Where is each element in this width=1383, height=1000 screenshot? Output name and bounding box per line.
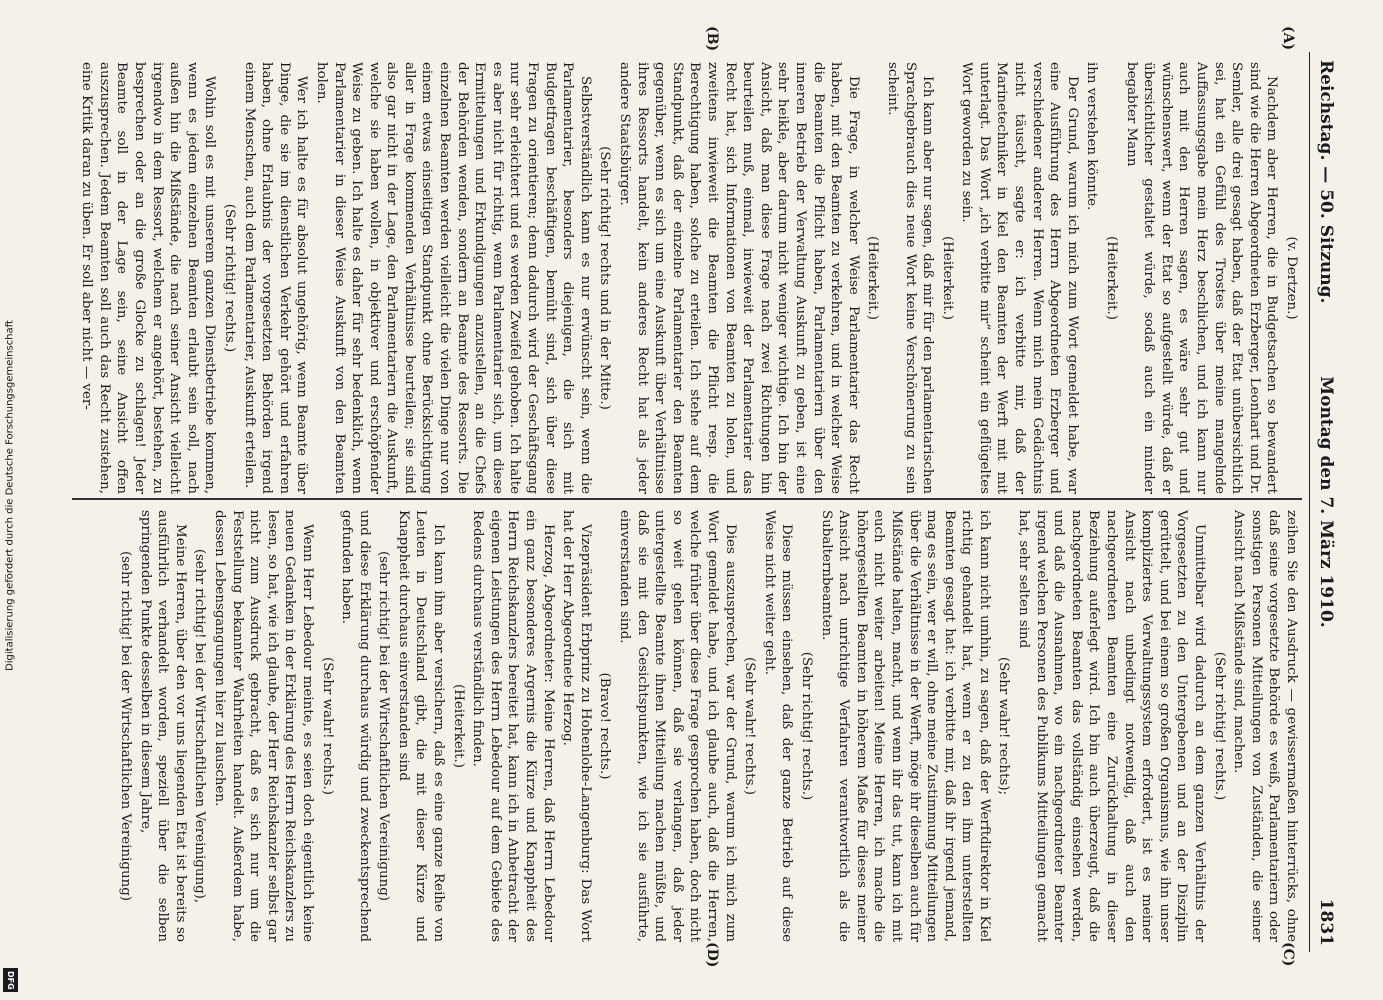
interjection: (Sehr richtig! rechts.)	[798, 651, 814, 801]
paragraph: Wohin soll es mit unserem ganzen Dienstbetriebe kommen, wenn es jedem einzelnen Beamten erlaubt sein soll, nach außen hin die Mißstände, die nach seiner Ansicht vielleicht irgendwo in dem Ressort, welchem er angehört, bestehen, zu besprechen oder an die große Glocke zu schlagen! Jeder Beamte soll in der Lage sein, seine Ansicht offen auszusprechen. Jedem Beamten soll auch das Recht zustehen, eine Kritik daran zu üben. Er soll aber nicht — ver-	[79, 62, 218, 494]
paragraph: Ich kann aber nur sagen, daß mir für den parlamentarischen Sprachgebrauch dies neue Wort keine Verschönerung zu sein scheint.	[884, 62, 936, 494]
interjection: (Sehr richtig! rechts und in der Mitte.)	[597, 146, 613, 410]
margin-mark-b: (B)	[704, 26, 720, 52]
interjection: (sehr richtig! bei der Wirtschaftlichen Vereinigung),	[192, 548, 208, 904]
paragraph: ich kann nicht umhin, zu sagen, daß der Werftdirektor in Kiel richtig gehandelt hat, wenn er zu den ihm unterstellten Beamten gesagt hat: ich verbitte mir, daß ihr irgend jemand, mag es sein, wer er will, ohne meine Zustimmung Mitteilungen über die Verhältnisse in der Werft, möge ihr dieselben auch für Mißstände halten, macht, und wenn ihr das tut, kann ich mit euch nicht weiter arbeiten! Meine Herren, ich mache die höhergestellten Beamten in höherem Maße für dieses meiner Ansicht nach unrichtige Verfahren verantwortlich als die Subalternbeamten.	[818, 510, 992, 942]
paragraph: Die Frage, in welcher Weise Parlamentarier das Recht haben, mit den Beamten zu verkehren, und in welcher Weise die Beamten die Pflicht haben, Parlamentariern über den inneren Betrieb der Verwaltung Auskunft zu geben, ist eine sehr heikle, aber darum nicht weniger wichtige. Ich bin der Ansicht, daß man diese Frage nach zwei Richtungen hin beurteilen muß, einmal, inwieweit der Parlamentarier das Recht hat, sich Informationen von Beamten zu holen, und zweitens inwieweit die Beamten die Pflicht resp. die Berechtigung haben, solche zu erteilen. Ich stehe auf dem Standpunkt, daß der einzelne Parlamentarier den Beamten gegenüber, wenn es sich um eine Auskunft über Verhältnisse ihres Ressorts handelt, kein anderes Recht hat als jeder andere Staatsbürger.	[617, 62, 861, 494]
dfg-logo: DFG	[3, 968, 18, 992]
paragraph: Vizepräsident Erbprinz zu Hohenlohe-Langenburg: Das Wort hat der Herr Abgeordnete Herzog.	[560, 510, 593, 942]
header-date: Montag den 7. März 1910.	[1316, 376, 1336, 628]
interjection: (Sehr wahr! rechts.)	[319, 657, 335, 795]
interjection: (Bravo! rechts.)	[597, 672, 613, 780]
paragraph: Dies auszusprechen, war der Grund, warum ich mich zum Wort gemeldet habe, und ich glaube auch, daß die Herren, welche früher über diese Frage gesprochen haben, doch nicht so weit gehen können, daß sie verlangen, daß jeder untergestellte Beamte ihnen Mitteilung machen müßte, und daß sie mit den Gesichtspunkten, wie ich sie ausführte, einverstanden sind.	[617, 510, 738, 942]
paragraph: Nachdem aber Herren, die in Budgetsachen so bewandert sind wie die Herren Abgeordneten Erzberger, Leonhart und Dr. Semler, alle drei gesagt haben, daß der Etat unübersichtlich sei, hat ein Gefühl des Trostes über meine mangelnde Auffassungsgabe mein Herz beschlichen, und ich kann nur auch mit den Herren sagen, es wäre sehr gut und wünschenswert, wenn der Etat so aufgestellt würde, daß er übersichtlicher gestaltet würde, sodaß auch ein minder begabter Mann	[1123, 62, 1280, 494]
margin-mark-a: (A)	[1280, 26, 1296, 51]
page-number: 1831	[1316, 898, 1336, 946]
column-divider	[72, 498, 1302, 500]
speaker-ref: (v. Dertzen.)	[1284, 236, 1299, 320]
paragraph: ihn verstehen könnte.	[1084, 62, 1100, 211]
interjection: (Sehr richtig! rechts.)	[221, 203, 237, 353]
paragraph: Selbstverständlich kann es nur erwünscht sein, wenn die Parlamentarier, besonders diejenigen, die sich mit Budgetfragen beschäftigen, bemüht sind, sich über diese Fragen zu orientieren; denn dadurch wird der Geschäftsgang nur sehr erleichtert und es werden Zweifel gehoben. Ich halte es aber nicht für richtig, wenn Parlamentarier sich, um diese Ermittelungen und Erkundigungen anzustellen, an die Chefs der Behörden wenden, sondern an Beamte des Ressorts. Die einzelnen Beamten werden vielleicht die vielen Dinge nur von einem etwas einseitigen Standpunkt ohne Berücksichtigung aller in Frage kommenden Verhältnisse beurteilen; sie sind also gar nicht in der Lage, den Parlamentariern die Auskunft, welche sie haben wollen, in objektiver und erschöpfender Weise zu geben. Ich halte es daher für sehr bedenklich, wenn Parlamentarier in dieser Weise Auskunft von den Beamten holen.	[313, 62, 593, 494]
digitization-note	[0, 0, 22, 1000]
paragraph: Der Grund, warum ich mich zum Wort gemeldet habe, war eine Ausführung des Herrn Abgeordneten Erzberger und verschiedener anderer Herren. Wenn mich mein Gedächtnis nicht täuscht, sagte er: ich verbitte mir, daß der Marinetechniker in Kiel den Beamten der Werft mit mit unterlagt. Das Wort „ich verbitte mir“ scheint ein geflügeltes Wort geworden zu sein.	[959, 62, 1080, 494]
page-header	[1309, 52, 1340, 952]
interjection: (Heiterkeit.)	[865, 236, 881, 320]
paragraph: zeihen Sie den Ausdruck — gewissermaßen hinterrücks, ohne daß seine vorgesetzte Behörde es weiß, Parlamentariern oder sonstigen Personen Mitteilungen von Zuständen, die seiner Ansicht nach Mißstände sind, machen.	[1231, 510, 1299, 942]
interjection: (Sehr wahr! rechts);	[996, 656, 1012, 796]
paragraph: und diese Erklärung durchaus würdig und zweckentsprechend gefunden haben.	[339, 510, 372, 942]
interjection: (Sehr wahr! rechts.)	[742, 657, 758, 795]
right-column	[70, 510, 1300, 942]
rotated-page-content	[60, 26, 1340, 968]
paragraph: Wer ich halte es für absolut ungehörig, wenn Beamte über Dinge, die sie im dienstlichen Verkehr gehört und erfahren haben, ohne Erlaubnis der vorgesetzten Behörden irgend einem Menschen, auch dem Parlamentarier, Auskunft erteilen.	[241, 62, 310, 494]
paragraph: Herzog, Abgeordneter: Meine Herren, daß Herrn Lebedour ein ganz besonderes Argernis die Kürze und Knappheit des Herrn Reichskanzlers bereitet hat, kann ich in Anbetracht der eigenen Leistungen des Herrn Lebedour auf dem Gebiete des Redens durchaus verständlich finden.	[470, 510, 556, 942]
interjection: (sehr richtig! bei der Wirtschaftlichen Vereinigung)	[376, 550, 392, 902]
digitization-text: Digitalisierung gefördert durch die Deutsche Forschungsgemeinschaft	[4, 320, 16, 671]
interjection: (sehr richtig! bei der Wirtschaftlichen Vereinigung)	[118, 550, 133, 902]
interjection: (Heiterkeit.)	[939, 236, 955, 320]
header-left: Reichstag. — 50. Sitzung.	[1316, 60, 1336, 304]
interjection: (Heiterkeit.)	[1104, 236, 1120, 320]
paragraph: Diese müssen einsehen, daß der ganze Betrieb auf diese Weise nicht weiter geht.	[761, 510, 795, 942]
margin-mark-c: (C)	[1280, 942, 1296, 967]
paragraph: Ich kann ihm aber versichern, daß es eine ganze Reihe von Leuten in Deutschland gibt, die mit dieser Kürze und Knappheit durchaus einverstanden sind	[395, 510, 447, 942]
paragraph: Unmittelbar wird dadurch an dem ganzen Verhältnis der Vorgesetzten zu den Untergebenen und an der Disziplin gerüttelt, und bei einem so großen Organismus, wie ihn unser kompliziertes Verwaltungssystem erfordert, ist es meiner Ansicht nach unbedingt notwendig, daß auch den nachgeordneten Beamten eine Zurückhaltung in dieser Beziehung auferlegt wird. Ich bin auch überzeugt, daß die nachgeordneten Beamten das vollständig einsehen werden, und daß die Ausnahmen, wo ein nachgeordneter Beamter irgend welchen Personen des Publikums Mitteilungen gemacht hat, sehr selten sind	[1016, 510, 1208, 942]
margin-mark-d: (D)	[704, 942, 720, 968]
paragraph: Wenn Herr Lebedour meinte, es seien doch eigentlich keine neuen Gedanken in der Erklärung des Herrn Reichskanzlers zu lesen, so hat, wie ich glaube, der Herr Reichskanzler selbst gar nicht zum Ausdruck gebracht, daß es sich nur um die Feststellung bekannter Wahrheiten handelt. Außerdem habe, dessen Lebensgangungen hier zu lauschen.	[211, 510, 315, 942]
left-column	[70, 62, 1300, 494]
interjection: (Sehr richtig! rechts.)	[1211, 651, 1227, 801]
interjection: (Heiterkeit.)	[450, 684, 466, 768]
paragraph: Meine Herren, über den vor uns liegenden Etat ist bereits so ausführlich verhandelt worden, speziell über die selben springenden Punkte desselben in diesem Jahre,	[137, 510, 188, 942]
